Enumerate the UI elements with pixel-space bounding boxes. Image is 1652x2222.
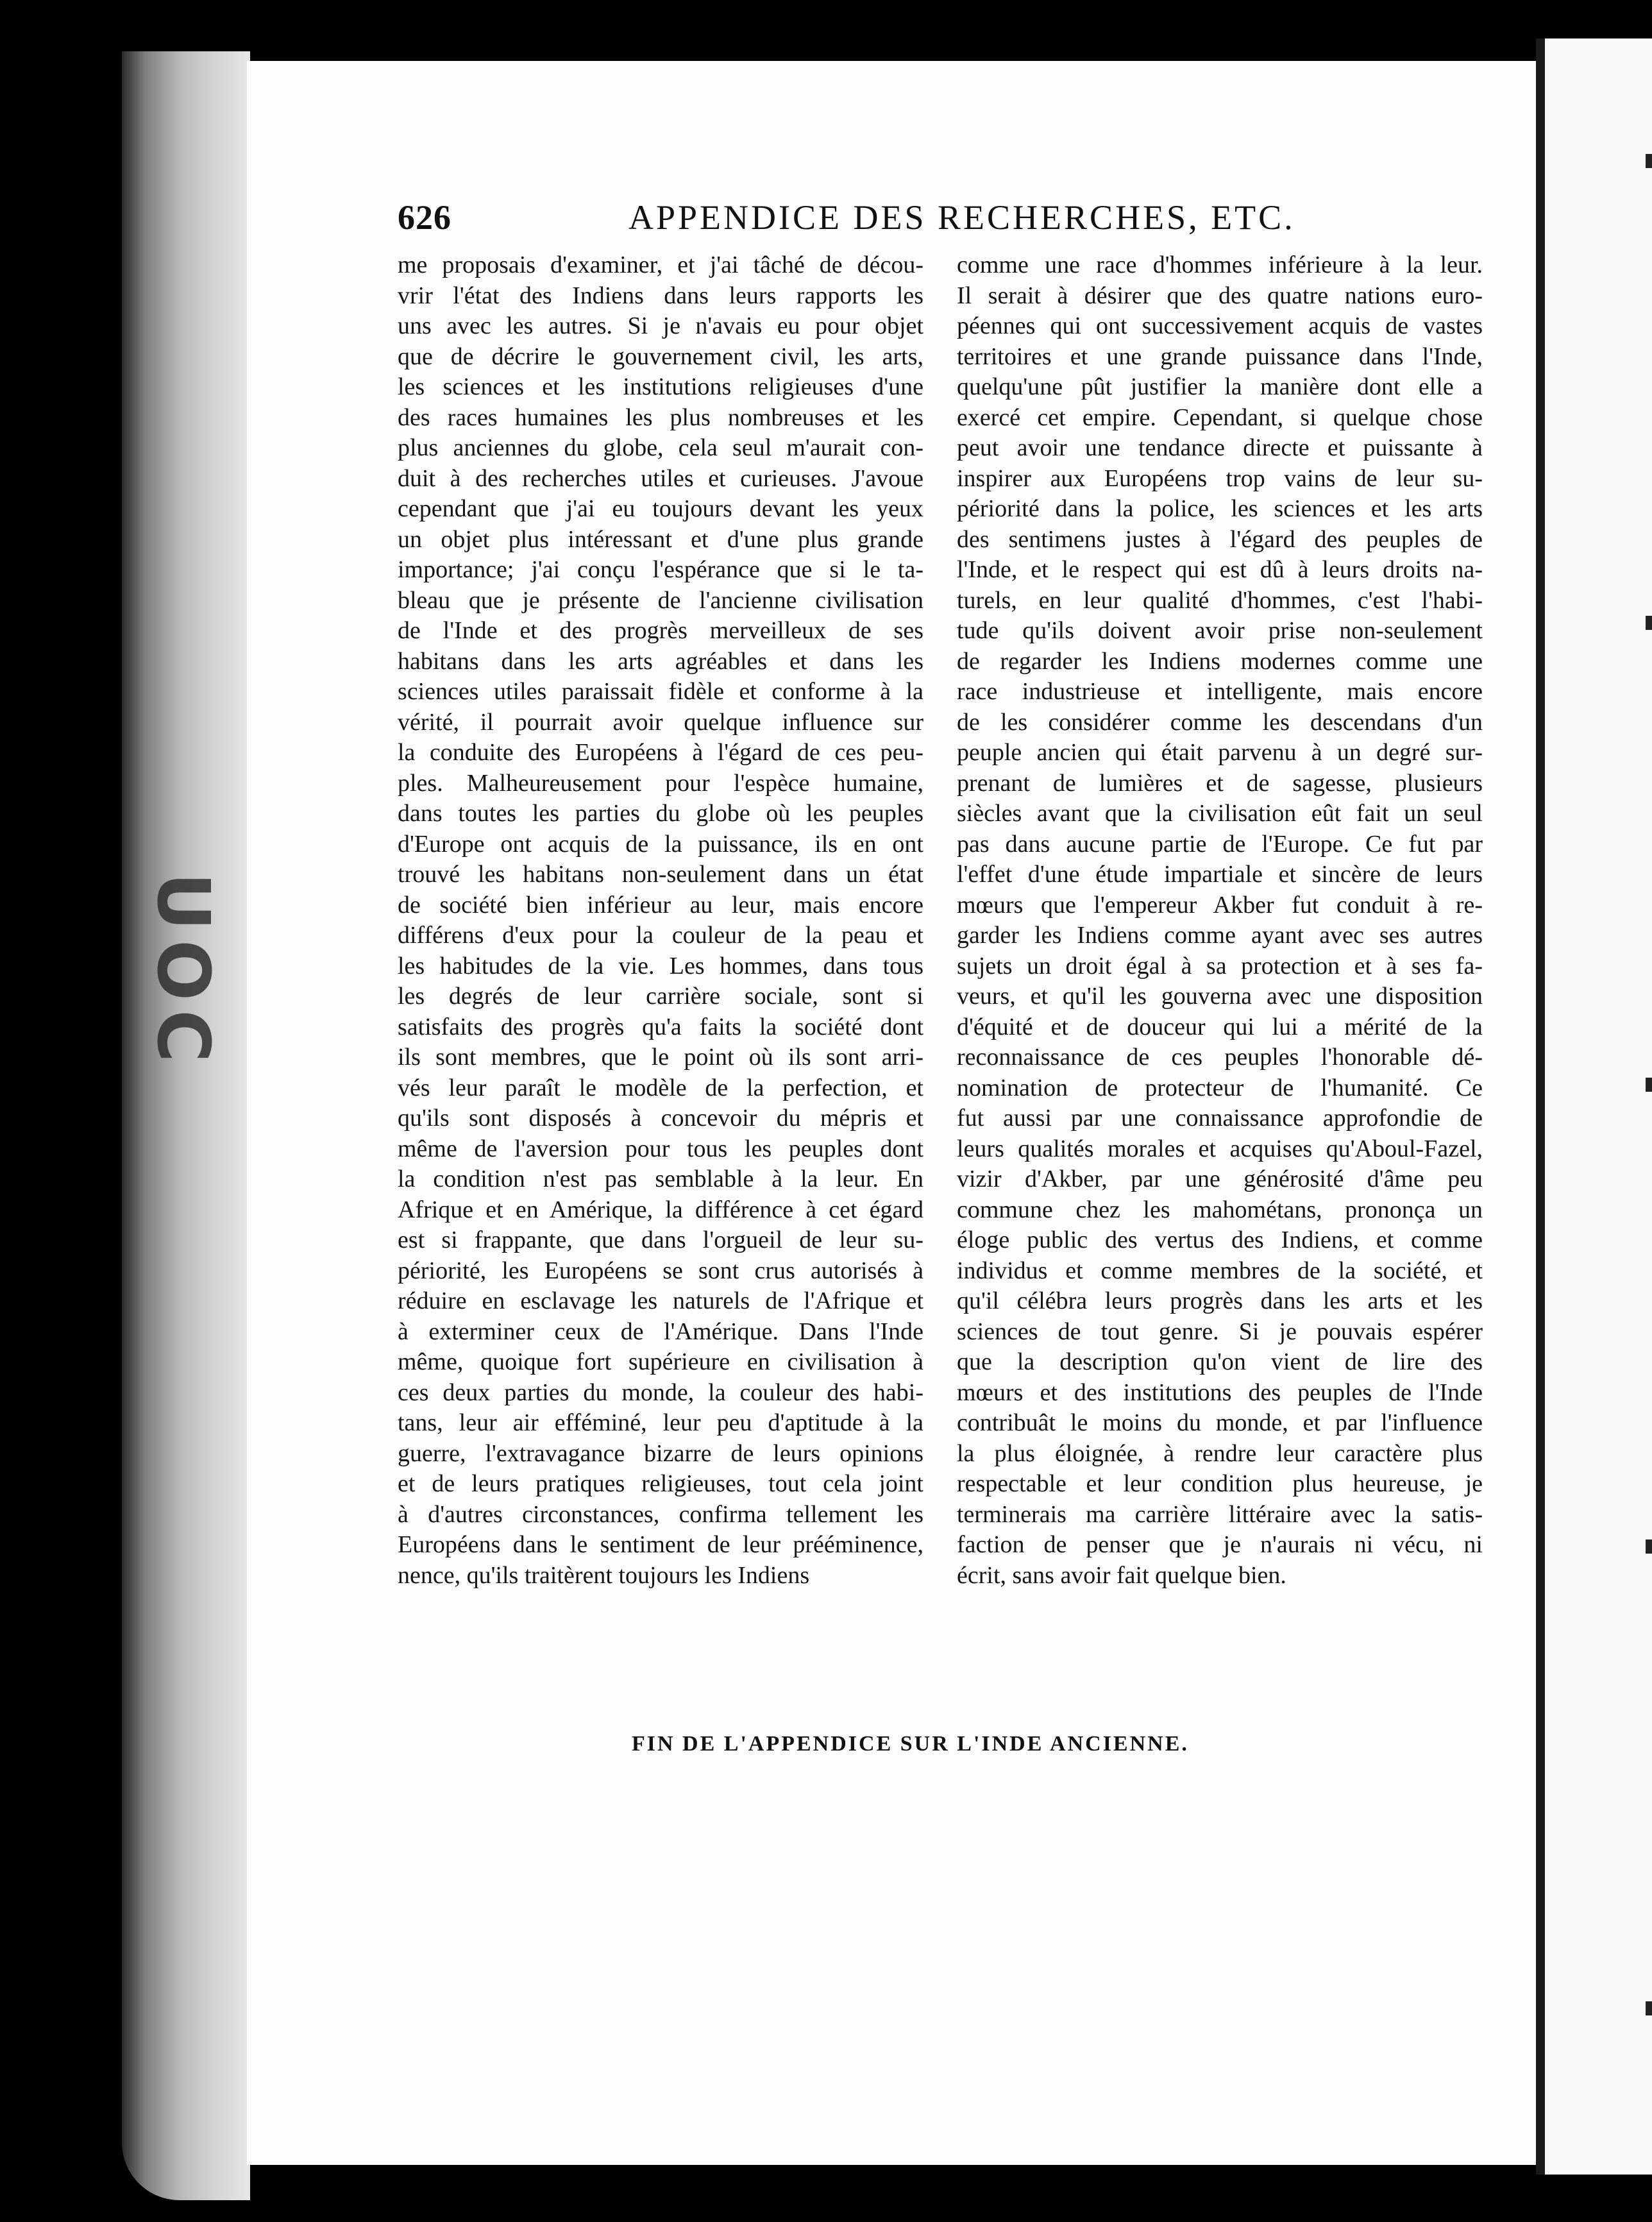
text-line: la conduite des Européens à l'égard de ces peu-	[398, 739, 923, 766]
text-line: nomination de protecteur de l'humanité. Ce	[957, 1074, 1483, 1101]
text-line: guerre, l'extravagance bizarre de leurs opinions	[398, 1439, 923, 1467]
text-line: les habitudes de la vie. Les hommes, dans tous	[398, 952, 923, 980]
text-line: comme une race d'hommes inférieure à la leur.	[957, 251, 1483, 278]
text-line: turels, en leur qualité d'hommes, c'est l'habi-	[957, 586, 1483, 614]
spine-stamp: UOC	[141, 872, 224, 1072]
text-line: les degrés de leur carrière sociale, sont si	[398, 983, 923, 1010]
text-line: d'équité et de douceur qui lui a mérité de la	[957, 1013, 1483, 1040]
text-line: faction de penser que je n'aurais ni vécu, ni	[957, 1531, 1483, 1558]
text-line: que de décrire le gouvernement civil, les arts,	[398, 343, 923, 370]
text-line: l'Inde, et le respect qui est dû à leurs droits na-	[957, 556, 1483, 583]
right-column	[957, 250, 1483, 1591]
page-number: 626	[398, 198, 451, 237]
text-line: individus et comme membres de la société, et	[957, 1257, 1483, 1284]
text-line: reconnaissance de ces peuples l'honorable dé-	[957, 1044, 1483, 1071]
edge-mark	[1646, 1078, 1652, 1092]
text-line: ces deux parties du monde, la couleur des habi-	[398, 1378, 923, 1406]
text-line: contribuât le moins du monde, et par l'influence	[957, 1409, 1483, 1436]
text-line: même, quoique fort supérieure en civilisation à	[398, 1348, 923, 1375]
closing-line: FIN DE L'APPENDICE SUR L'INDE ANCIENNE.	[632, 1732, 1189, 1756]
facing-page-edge	[1545, 38, 1652, 2175]
text-line: éloge public des vertus des Indiens, et comme	[957, 1226, 1483, 1253]
text-line: sujets un droit égal à sa protection et à ses fa-	[957, 952, 1483, 980]
text-line: quelqu'une pût justifier la manière dont elle a	[957, 373, 1483, 400]
text-line: tans, leur air efféminé, leur peu d'aptitude à la	[398, 1409, 923, 1436]
text-line: ils sont membres, que le point où ils sont arri-	[398, 1044, 923, 1071]
text-line: habitans dans les arts agréables et dans les	[398, 647, 923, 675]
text-line: l'effet d'une étude impartiale et sincère de leurs	[957, 861, 1483, 888]
text-line: Afrique et en Amérique, la différence à cet égard	[398, 1196, 923, 1223]
text-line: territoires et une grande puissance dans l'Inde,	[957, 343, 1483, 370]
text-line: vizir d'Akber, par une générosité d'âme peu	[957, 1166, 1483, 1192]
text-line: tude qu'ils doivent avoir prise non-seulement	[957, 617, 1483, 644]
text-line: cependant que j'ai eu toujours devant les yeux	[398, 495, 923, 522]
text-line: à exterminer ceux de l'Amérique. Dans l'Inde	[398, 1318, 923, 1345]
text-line: uns avec les autres. Si je n'avais eu pour objet	[398, 312, 923, 339]
page-header	[398, 192, 1295, 244]
text-line: des sentimens justes à l'égard des peuples de	[957, 525, 1483, 553]
text-line: Européens dans le sentiment de leur prééminence,	[398, 1531, 923, 1558]
text-line: mœurs et des institutions des peuples de l'Inde	[957, 1378, 1483, 1406]
text-line: vés leur paraît le modèle de la perfection, et	[398, 1074, 923, 1101]
text-line: différens d'eux pour la couleur de la peau et	[398, 922, 923, 949]
text-line: vrir l'état des Indiens dans leurs rapports les	[398, 282, 923, 309]
text-line: périorité, les Européens se sont crus autorisés à	[398, 1257, 923, 1284]
text-line: siècles avant que la civilisation eût fait un seul	[957, 800, 1483, 827]
text-line: sciences de tout genre. Si je pouvais espérer	[957, 1318, 1483, 1345]
text-line: qu'il célébra leurs progrès dans les arts et les	[957, 1287, 1483, 1314]
text-line: écrit, sans avoir fait quelque bien.	[957, 1561, 1286, 1589]
text-line: réduire en esclavage les naturels de l'Afrique et	[398, 1287, 923, 1314]
text-line: mœurs que l'empereur Akber fut conduit à re-	[957, 891, 1483, 919]
text-line: fut aussi par une connaissance approfondie de	[957, 1105, 1483, 1132]
text-line: de l'Inde et des progrès merveilleux de ses	[398, 617, 923, 644]
book-spine	[122, 51, 250, 2200]
text-line: sciences utiles paraissait fidèle et conforme à la	[398, 678, 923, 705]
text-line: même de l'aversion pour tous les peuples dont	[398, 1135, 923, 1162]
text-line: de société bien inférieur au leur, mais encore	[398, 891, 923, 919]
text-line: inspirer aux Européens trop vains de leur su-	[957, 464, 1483, 492]
text-line: nence, qu'ils traitèrent toujours les Indiens	[398, 1561, 810, 1589]
text-line: terminerais ma carrière littéraire avec la satis-	[957, 1500, 1483, 1528]
text-line: ples. Malheureusement pour l'espèce humaine,	[398, 769, 923, 797]
text-line: race industrieuse et intelligente, mais encore	[957, 678, 1483, 705]
text-line: un objet plus intéressant et d'une plus grande	[398, 525, 923, 553]
text-line: de regarder les Indiens modernes comme une	[957, 647, 1483, 675]
edge-mark	[1646, 154, 1652, 168]
text-line: à d'autres circonstances, confirma tellement les	[398, 1500, 923, 1528]
text-line: veurs, et qu'il les gouverna avec une disposition	[957, 983, 1483, 1010]
text-line: plus anciennes du globe, cela seul m'aurait con-	[398, 434, 923, 461]
text-line: satisfaits des progrès qu'a faits la société dont	[398, 1013, 923, 1040]
text-line: dans toutes les parties du globe où les peuples	[398, 800, 923, 827]
text-line: des races humaines les plus nombreuses et les	[398, 403, 923, 431]
text-line: que la description qu'on vient de lire des	[957, 1348, 1483, 1375]
text-line: respectable et leur condition plus heureuse, je	[957, 1470, 1483, 1497]
text-line: peuple ancien qui était parvenu à un degré sur-	[957, 739, 1483, 766]
text-line: duit à des recherches utiles et curieuses. J'avoue	[398, 464, 923, 492]
running-head: APPENDICE DES RECHERCHES, ETC.	[628, 198, 1295, 237]
text-line: pas dans aucune partie de l'Europe. Ce fut par	[957, 830, 1483, 858]
text-line: me proposais d'examiner, et j'ai tâché de décou-	[398, 251, 923, 278]
text-line: exercé cet empire. Cependant, si quelque chose	[957, 403, 1483, 431]
text-line: leurs qualités morales et acquises qu'Aboul-Fazel,	[957, 1135, 1483, 1162]
text-line: de les considérer comme les descendans d'un	[957, 708, 1483, 736]
text-line: périorité dans la police, les sciences et les arts	[957, 495, 1483, 522]
text-line: est si frappante, que dans l'orgueil de leur su-	[398, 1226, 923, 1253]
text-line: la plus éloignée, à rendre leur caractère plus	[957, 1439, 1483, 1467]
left-column	[398, 250, 923, 1591]
text-line: qu'ils sont disposés à concevoir du mépris et	[398, 1105, 923, 1132]
text-line: d'Europe ont acquis de la puissance, ils en ont	[398, 830, 923, 858]
text-line: vérité, il pourrait avoir quelque influence sur	[398, 708, 923, 736]
edge-mark	[1646, 1539, 1652, 1554]
text-line: commune chez les mahométans, prononça un	[957, 1196, 1483, 1223]
text-line: Il serait à désirer que des quatre nations euro-	[957, 282, 1483, 309]
page-gutter	[1536, 38, 1545, 2175]
text-line: péennes qui ont successivement acquis de vastes	[957, 312, 1483, 339]
text-line: bleau que je présente de l'ancienne civilisation	[398, 586, 923, 614]
text-line: trouvé les habitans non-seulement dans un état	[398, 861, 923, 888]
edge-mark	[1646, 2001, 1652, 2015]
text-line: et de leurs pratiques religieuses, tout cela joint	[398, 1470, 923, 1497]
text-line: prenant de lumières et de sagesse, plusieurs	[957, 769, 1483, 797]
edge-mark	[1646, 616, 1652, 630]
text-line: les sciences et les institutions religieuses d'une	[398, 373, 923, 400]
text-line: garder les Indiens comme ayant avec ses autres	[957, 922, 1483, 949]
text-line: peut avoir une tendance directe et puissante à	[957, 434, 1483, 461]
text-line: la condition n'est pas semblable à la leur. En	[398, 1166, 923, 1192]
text-line: importance; j'ai conçu l'espérance que si le ta-	[398, 556, 923, 583]
